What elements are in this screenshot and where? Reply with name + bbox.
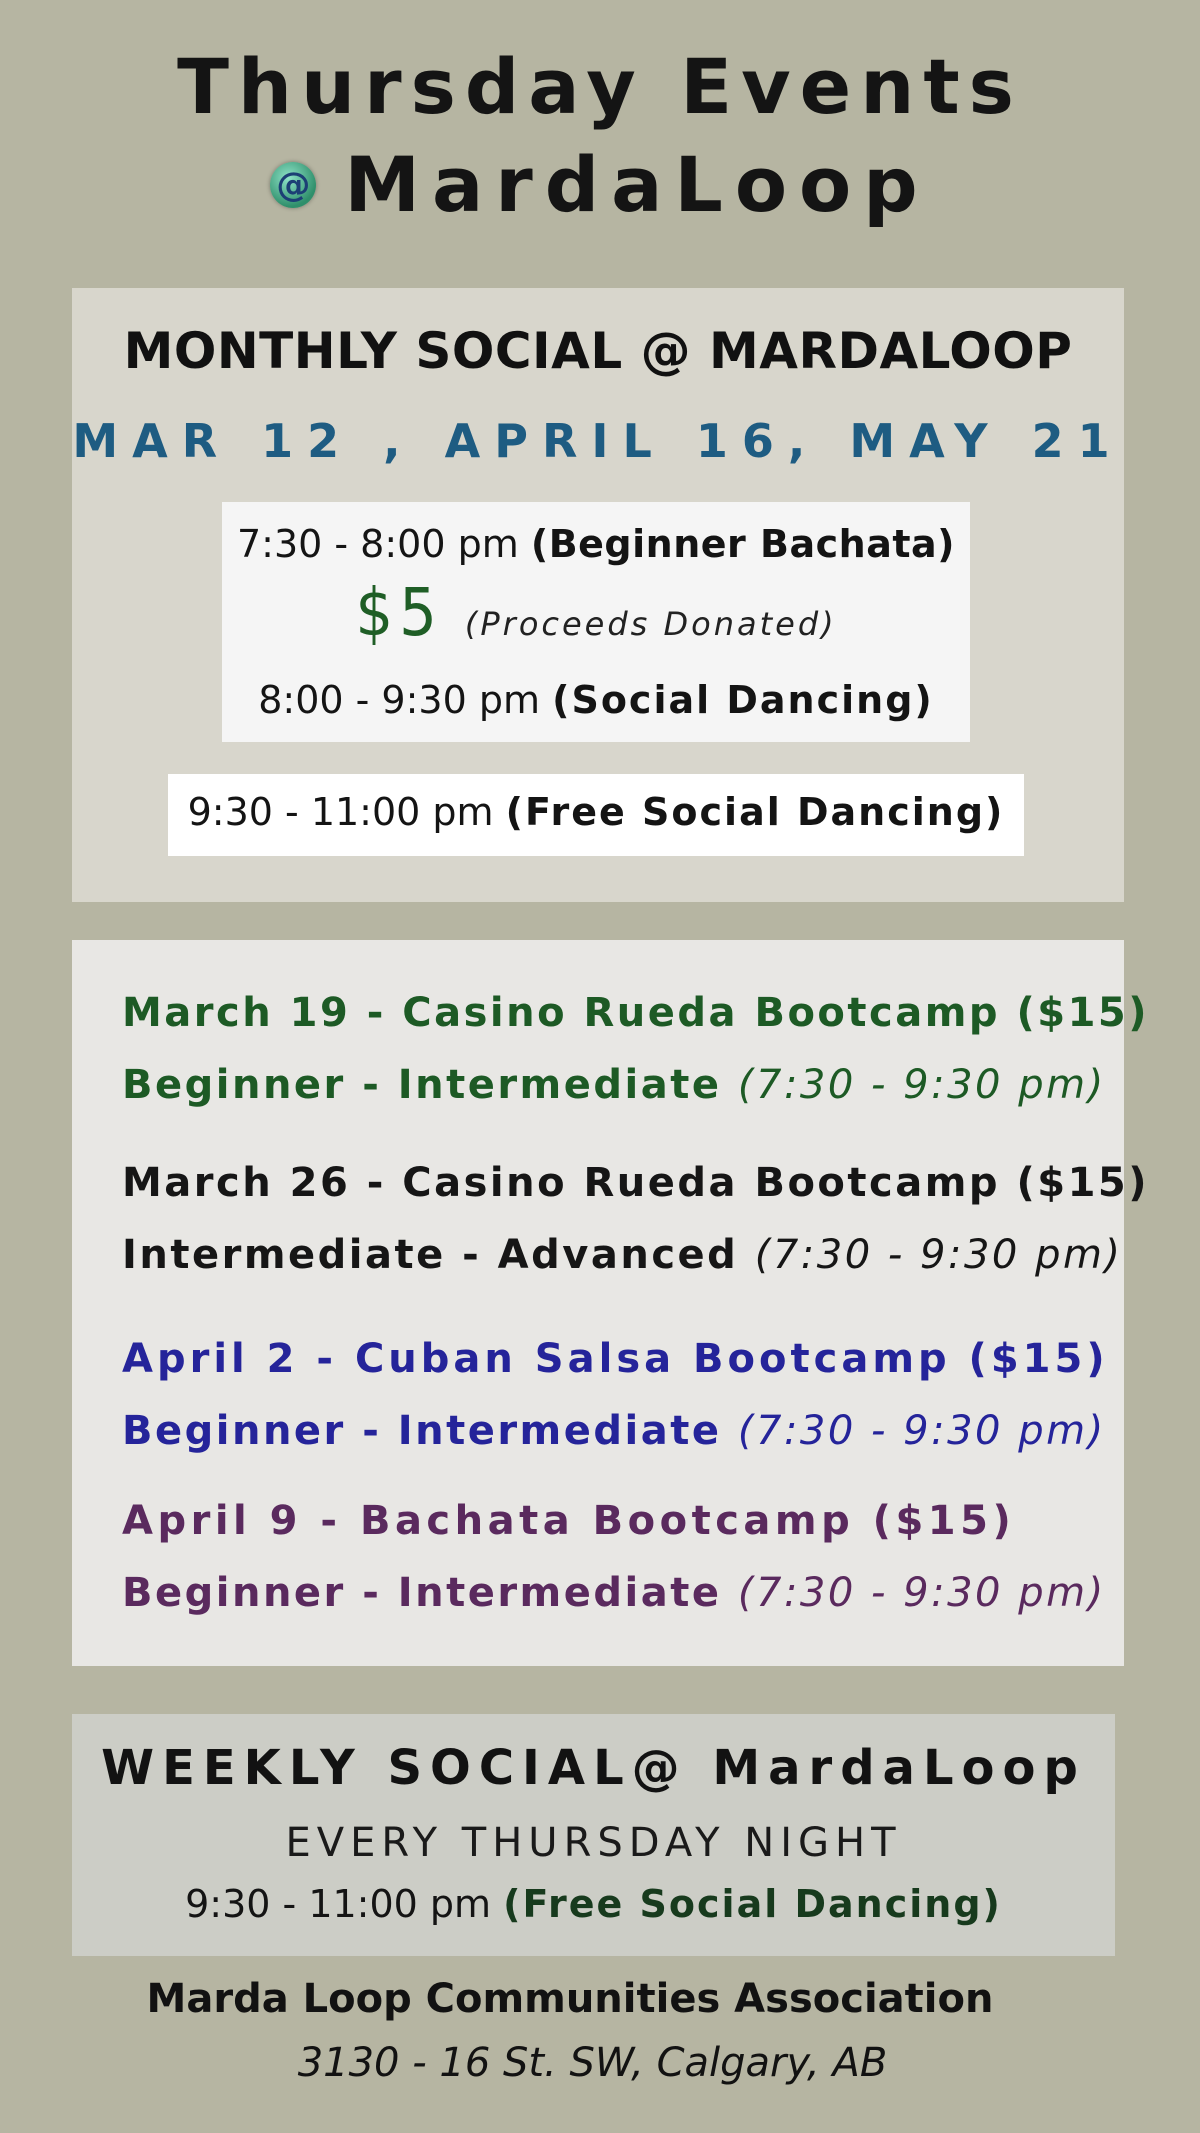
bootcamp-2-level: Intermediate - Advanced [122, 1232, 739, 1278]
weekly-heading: WEEKLY SOCIAL@ MardaLoop [101, 1740, 1086, 1796]
bootcamp-3-level-line [122, 1408, 1106, 1454]
bootcamp-4-time: (7:30 - 9:30 pm) [737, 1570, 1106, 1616]
title-line-2 [0, 140, 1200, 229]
title-venue: MardaLoop [344, 140, 930, 229]
price-row [222, 574, 970, 651]
social-time: 8:00 - 9:30 pm [258, 678, 540, 722]
bootcamp-2-level-line [122, 1232, 1123, 1278]
bootcamps-panel [72, 940, 1150, 1666]
bootcamp-4-title: April 9 - Bachata Bootcamp ($15) [122, 1498, 1016, 1544]
bootcamp-1-level: Beginner - Intermediate [122, 1062, 722, 1108]
weekly-subheading: EVERY THURSDAY NIGHT [285, 1820, 902, 1866]
monthly-dates: MAR 12 , APRIL 16, MAY 21 [72, 414, 1124, 468]
bootcamp-1-title: March 19 - Casino Rueda Bootcamp ($15) [122, 990, 1150, 1036]
bootcamp-3-time: (7:30 - 9:30 pm) [737, 1408, 1106, 1454]
beginner-bachata-line [222, 522, 970, 566]
weekly-time-line [72, 1882, 1115, 1926]
bootcamp-1-level-line [122, 1062, 1106, 1108]
free-social-line [168, 790, 1024, 834]
weekly-label: (Free Social Dancing) [503, 1882, 1002, 1926]
organization-name: Marda Loop Communities Association [146, 1976, 994, 2022]
beginner-time: 7:30 - 8:00 pm [236, 522, 519, 566]
monthly-social-panel [72, 288, 1124, 902]
bootcamp-4-level: Beginner - Intermediate [122, 1570, 722, 1616]
bootcamp-3-title: April 2 - Cuban Salsa Bootcamp ($15) [122, 1336, 1109, 1382]
social-dancing-line [222, 678, 970, 722]
free-label: (Free Social Dancing) [505, 790, 1005, 834]
at-sign-icon: @ [270, 162, 316, 208]
social-label: (Social Dancing) [552, 678, 934, 722]
free-social-box [168, 774, 1024, 856]
monthly-heading: MONTHLY SOCIAL @ MARDALOOP [123, 322, 1073, 380]
free-time: 9:30 - 11:00 pm [187, 790, 494, 834]
address: 3130 - 16 St. SW, Calgary, AB [297, 2040, 888, 2086]
bootcamp-2-time: (7:30 - 9:30 pm) [754, 1232, 1123, 1278]
bootcamp-1-time: (7:30 - 9:30 pm) [737, 1062, 1106, 1108]
bootcamp-4-level-line [122, 1570, 1106, 1616]
schedule-box [222, 502, 970, 742]
price: $5 [355, 574, 443, 651]
weekly-time: 9:30 - 11:00 pm [185, 1882, 492, 1926]
proceeds-note: (Proceeds Donated) [464, 605, 837, 643]
weekly-social-panel [72, 1714, 1115, 1956]
bootcamp-3-level: Beginner - Intermediate [122, 1408, 722, 1454]
beginner-label: (Beginner Bachata) [530, 522, 956, 566]
title-line-1: Thursday Events [177, 42, 1023, 131]
bootcamp-2-title: March 26 - Casino Rueda Bootcamp ($15) [122, 1160, 1150, 1206]
